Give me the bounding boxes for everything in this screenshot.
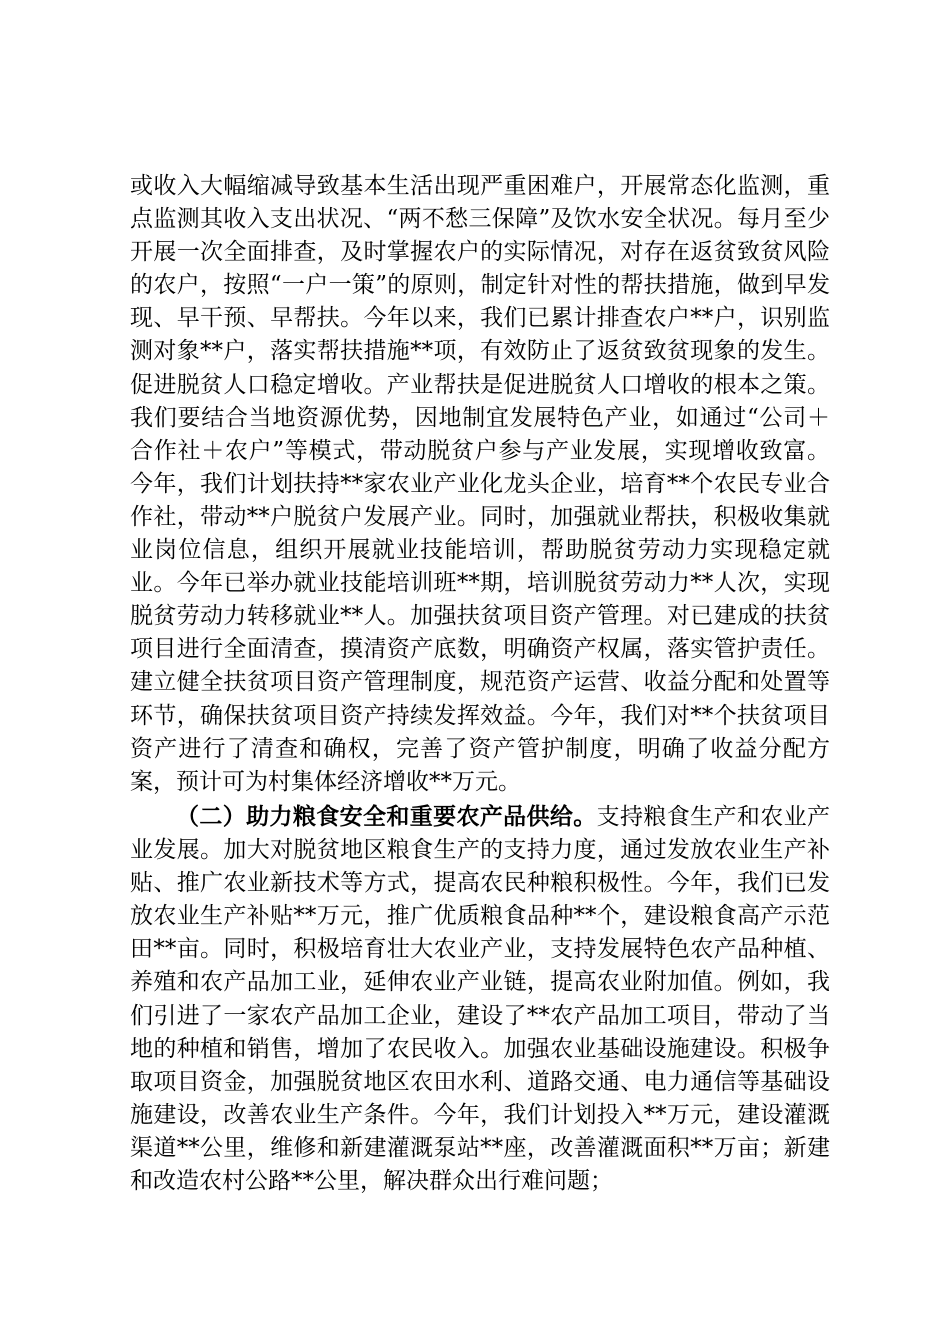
- section-heading-2: （二）助力粮食安全和重要农产品供给。: [176, 803, 597, 830]
- body-paragraph-1: 或收入大幅缩减导致基本生活出现严重困难户，开展常态化监测，重点监测其收入支出状况、“两不愁三保障”及饮水安全状况。每月至少开展一次全面排查，及时掌握农户的实际情况，对存在返贫致贫风险的农户，按照“一户一策”的原则，制定针对性的帮扶措施，做到早发现、早干预、早帮扶。今年以来，我们已累计排查农户**户，识别监测对象**户，落实帮扶措施**项，有效防止了返贫致贫现象的发生。促进脱贫人口稳定增收。产业帮扶是促进脱贫人口增收的根本之策。我们要结合当地资源优势，因地制宜发展特色产业，如通过“公司＋合作社＋农户”等模式，带动脱贫户参与产业发展，实现增收致富。今年，我们计划扶持**家农业产业化龙头企业，培育**个农民专业合作社，带动**户脱贫户发展产业。同时，加强就业帮扶，积极收集就业岗位信息，组织开展就业技能培训，帮助脱贫劳动力实现稳定就业。今年已举办就业技能培训班**期，培训脱贫劳动力**人次，实现脱贫劳动力转移就业**人。加强扶贫项目资产管理。对已建成的扶贫项目进行全面清查，摸清资产底数，明确资产权属，落实管护责任。建立健全扶贫项目资产管理制度，规范资产运营、收益分配和处置等环节，确保扶贫项目资产持续发挥效益。今年，我们对**个扶贫项目资产进行了清查和确权，完善了资产管护制度，明确了收益分配方案，预计可为村集体经济增收**万元。: [130, 173, 830, 795]
- body-paragraph-2: [130, 800, 830, 1198]
- section-body-2: 支持粮食生产和农业产业发展。加大对脱贫地区粮食生产的支持力度，通过发放农业生产补贴、推广农业新技术等方式，提高农民种粮积极性。今年，我们已发放农业生产补贴**万元，推广优质粮食品种**个，建设粮食高产示范田**亩。同时，积极培育壮大农业产业，支持发展特色农产品种植、养殖和农产品加工业，延伸农业产业链，提高农业附加值。例如，我们引进了一家农产品加工企业，建设了**农产品加工项目，带动了当地的种植和销售，增加了农民收入。加强农业基础设施建设。积极争取项目资金，加强脱贫地区农田水利、道路交通、电力通信等基础设施建设，改善农业生产条件。今年，我们计划投入**万元，建设灌溉渠道**公里，维修和新建灌溉泵站**座，改善灌溉面积**万亩；新建和改造农村公路**公里，解决群众出行难问题；: [130, 804, 831, 1195]
